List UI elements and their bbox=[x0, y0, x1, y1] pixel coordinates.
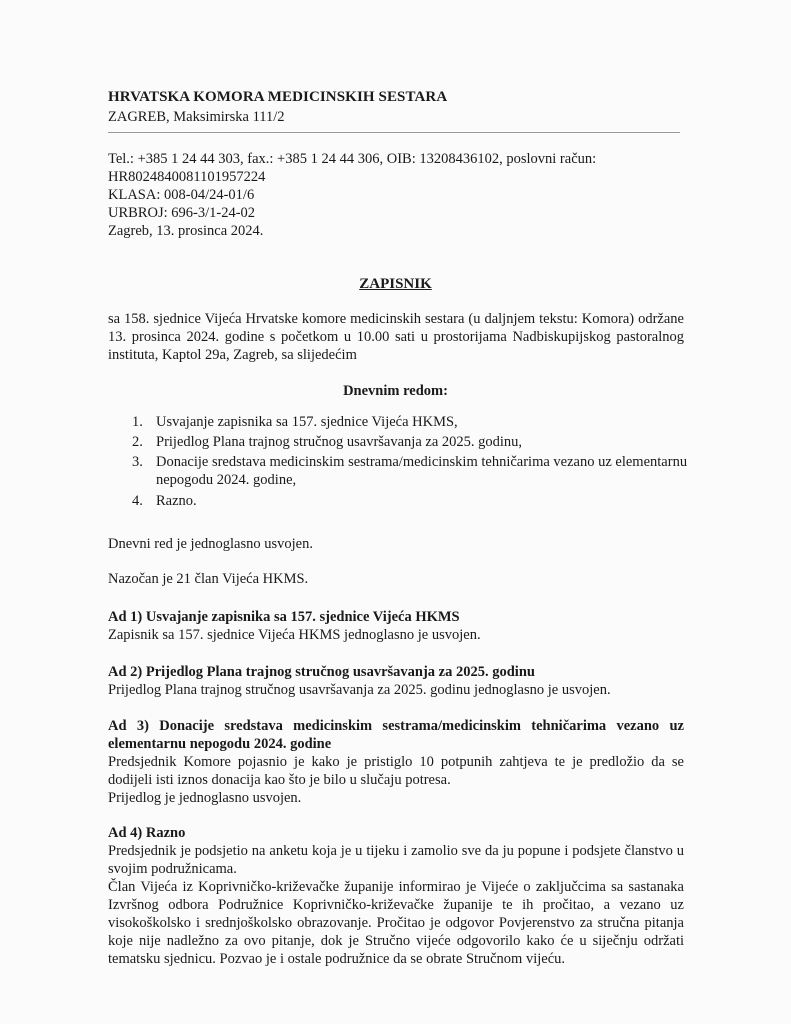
attendance: Nazočan je 21 član Vijeća HKMS. bbox=[108, 571, 309, 587]
organization-address: ZAGREB, Maksimirska 111/2 bbox=[108, 109, 285, 125]
section-ad4 bbox=[108, 824, 684, 968]
section-heading: Ad 1) Usvajanje zapisnika sa 157. sjednice Vijeća HKMS bbox=[108, 609, 460, 625]
contact-line: Tel.: +385 1 24 44 303, fax.: +385 1 24 44 306, OIB: 13208436102, poslovni račun: bbox=[108, 151, 597, 167]
section-body: Član Vijeća iz Koprivničko-križevačke županije informirao je Vijeće o zaključcima sa sastanaka Izvršnog odbora Podružnice Koprivničko-križevačke županije te ih pročitao, a vezano uz visokoškolsko i srednjoškolsko obrazovanje. Pročitao je odgovor Povjerenstvo za stručna pitanja koje nije nadležno za ovo pitanje, dok je Stručno vijeće odgovorilo kako će u siječnju održati tematsku sjednicu. Pozvao je i ostale podružnice da se obrate Stručnom vijeću. bbox=[108, 879, 684, 967]
document-meta bbox=[108, 150, 698, 240]
urbroj: URBROJ: 696-3/1-24-02 bbox=[108, 205, 256, 221]
document-title: ZAPISNIK bbox=[359, 276, 432, 292]
section-body: Predsjednik je podsjetio na anketu koja je u tijeku i zamolio sve da ju popune i podsjete članstvo u svojim podružnicama. bbox=[108, 843, 684, 877]
header-divider bbox=[108, 132, 680, 133]
klasa: KLASA: 008-04/24-01/6 bbox=[108, 187, 255, 203]
section-ad2 bbox=[108, 663, 684, 699]
agenda-item: 1. Usvajanje zapisnika sa 157. sjednice Vijeća HKMS, bbox=[132, 414, 458, 430]
agenda-adopted: Dnevni red je jednoglasno usvojen. bbox=[108, 536, 313, 552]
agenda-title: Dnevnim redom: bbox=[343, 383, 448, 399]
section-heading: Ad 3) Donacije sredstava medicinskim sestrama/medicinskim tehničarima vezano uz elementarnu nepogodu 2024. godine bbox=[108, 718, 684, 752]
section-heading: Ad 2) Prijedlog Plana trajnog stručnog usavršavanja za 2025. godinu bbox=[108, 664, 535, 680]
section-heading: Ad 4) Razno bbox=[108, 825, 186, 841]
section-body: Zapisnik sa 157. sjednice Vijeća HKMS jednoglasno je usvojen. bbox=[108, 627, 481, 643]
agenda-item: 3. Donacije sredstava medicinskim sestrama/medicinskim tehničarima vezano uz elementarnu nepogodu 2024. godine, bbox=[132, 454, 688, 488]
agenda-item: 4. Razno. bbox=[132, 493, 197, 509]
organization-name: HRVATSKA KOMORA MEDICINSKIH SESTARA bbox=[108, 89, 448, 105]
section-ad3 bbox=[108, 717, 684, 807]
section-body: Prijedlog Plana trajnog stručnog usavršavanja za 2025. godinu jednoglasno je usvojen. bbox=[108, 682, 611, 698]
section-body: Predsjednik Komore pojasnio je kako je pristiglo 10 potpunih zahtjeva te je predložio da se dodijeli isti iznos donacija kao što je bilo u slučaju potresa. bbox=[108, 754, 684, 788]
section-ad1 bbox=[108, 608, 684, 644]
intro-paragraph: sa 158. sjednice Vijeća Hrvatske komore medicinskih sestara (u daljnjem tekstu: Komora) održane 13. prosinca 2024. godine s početkom u 10.00 sati u prostorijama Nadbiskupijskog pastoralnog instituta, Kaptol 29a, Zagreb, sa slijedećim bbox=[108, 311, 684, 363]
agenda-list bbox=[132, 413, 692, 512]
place-date: Zagreb, 13. prosinca 2024. bbox=[108, 223, 264, 239]
section-body: Prijedlog je jednoglasno usvojen. bbox=[108, 790, 302, 806]
agenda-item: 2. Prijedlog Plana trajnog stručnog usavršavanja za 2025. godinu, bbox=[132, 434, 523, 450]
bank-account: HR8024840081101957224 bbox=[108, 169, 266, 185]
